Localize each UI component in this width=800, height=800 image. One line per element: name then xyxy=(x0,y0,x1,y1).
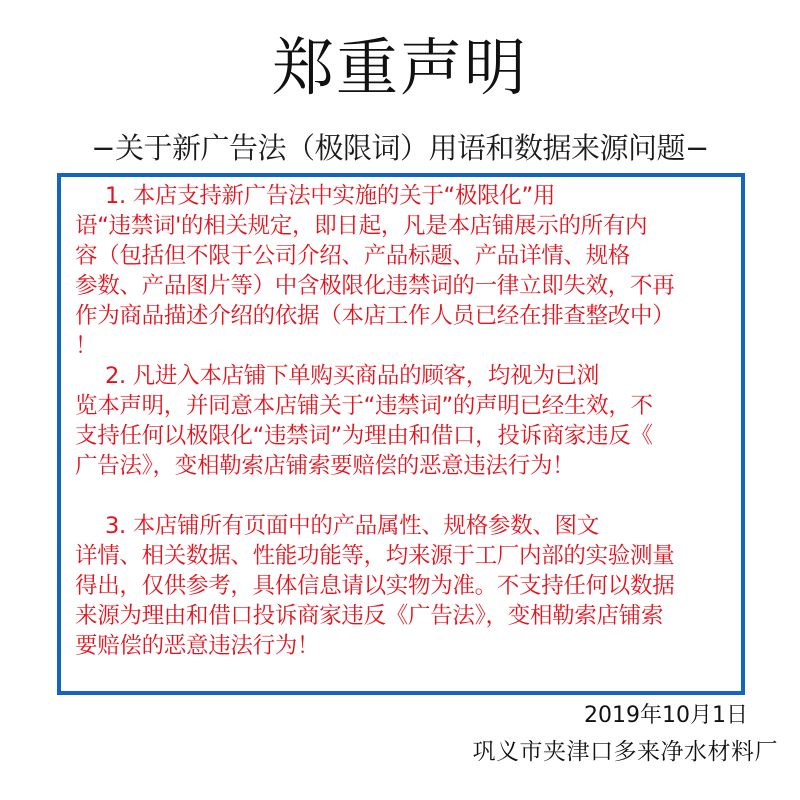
paragraph-3-line-5: 要赔偿的恶意违法行为！ xyxy=(75,633,320,659)
paragraph-1-line-4: 参数、产品图片等）中含极限化违禁词的一律立即失效，不再 xyxy=(75,273,675,299)
page-title: 郑重声明 xyxy=(271,31,528,104)
paragraph-3-line-1: 3. 本店铺所有页面中的产品属性、规格参数、图文 xyxy=(105,513,599,539)
notice-text xyxy=(75,181,735,661)
paragraph-3-line-4: 来源为理由和借口投诉商家违反《广告法》，变相勒索店铺索 xyxy=(75,603,664,629)
paragraph-2-line-1: 2. 凡进入本店铺下单购买商品的顾客，均视为已浏 xyxy=(105,363,599,389)
paragraph-1-line-3: 容（包括但不限于公司介绍、产品标题、产品详情、规格 xyxy=(75,243,631,269)
paragraph-3-line-3: 得出，仅供参考，具体信息请以实物为准。不支持任何以数据 xyxy=(75,573,675,599)
footer-date: 2019年10月1日 xyxy=(584,703,748,728)
paragraph-1-line-5: 作为商品描述介绍的依据（本店工作人员已经在排查整改中） xyxy=(75,303,675,329)
paragraph-2-line-4: 广告法》，变相勒索店铺索要赔偿的恶意违法行为！ xyxy=(75,453,575,479)
paragraph-3-line-2: 详情、相关数据、性能功能等，均来源于工厂内部的实验测量 xyxy=(75,543,675,569)
paragraph-1-line-2: 语“违禁词'的相关规定，即日起，凡是本店铺展示的所有内 xyxy=(75,213,648,239)
paragraph-1-line-1: 1. 本店支持新广告法中实施的关于“极限化”用 xyxy=(105,183,556,209)
paragraph-2-line-2: 览本声明，并同意本店铺关于“违禁词”的声明已经生效，不 xyxy=(75,393,653,419)
paragraph-2-line-3: 支持任何以极限化“违禁词”为理由和借口，投诉商家违反《 xyxy=(75,423,653,449)
page-subtitle: −关于新广告法（极限词）用语和数据来源问题− xyxy=(91,131,709,165)
paragraph-spacer xyxy=(75,481,735,511)
notice-box xyxy=(57,173,745,695)
paragraph-1-line-6: ！ xyxy=(75,333,98,359)
footer-company: 巩义市夹津口多来净水材料厂 xyxy=(472,739,778,765)
